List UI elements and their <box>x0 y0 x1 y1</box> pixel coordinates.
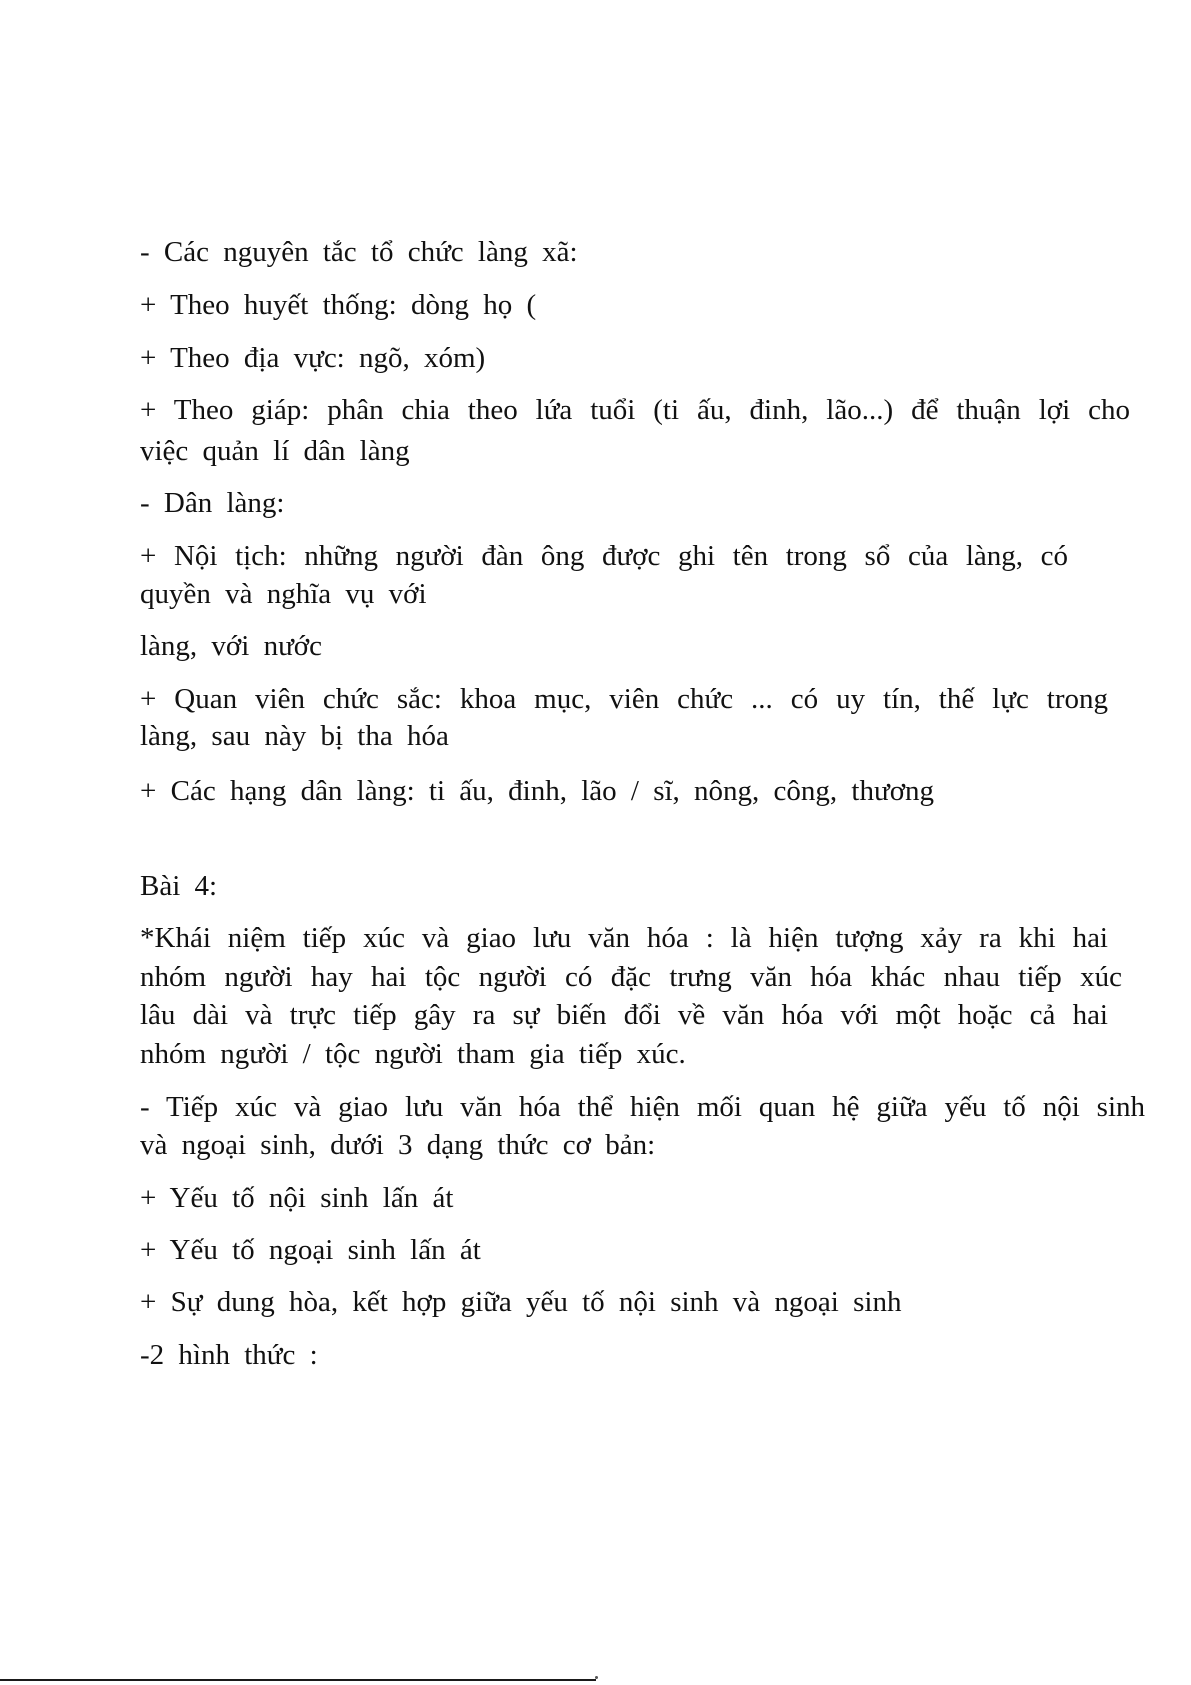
footnote-divider <box>0 1679 596 1681</box>
footnote-divider-end-dot <box>595 1676 598 1679</box>
text-line-territory: + Theo địa vực: ngõ, xóm) <box>140 342 486 374</box>
text-line-quan-vien: + Quan viên chức sắc: khoa mục, viên chức ... có uy tín, thế lực trong <box>140 683 1108 715</box>
text-line-ranks: + Các hạng dân làng: ti ấu, đinh, lão / sĩ, nông, công, thương <box>140 775 935 807</box>
text-line-quan-vien-cont: làng, sau này bị tha hóa <box>140 720 449 752</box>
text-line-internal: + Yếu tố nội sinh lấn át <box>140 1182 454 1214</box>
text-line-concept-1: *Khái niệm tiếp xúc và giao lưu văn hóa : là hiện tượng xảy ra khi hai <box>140 922 1108 954</box>
text-line-concept-4: nhóm người / tộc người tham gia tiếp xúc. <box>140 1038 686 1070</box>
text-line-principles-heading: - Các nguyên tắc tổ chức làng xã: <box>140 236 578 268</box>
text-line-giap-cont: việc quản lí dân làng <box>140 435 410 467</box>
text-line-concept-2: nhóm người hay hai tộc người có đặc trưng văn hóa khác nhau tiếp xúc <box>140 961 1122 993</box>
text-line-external: + Yếu tố ngoại sinh lấn át <box>140 1234 481 1266</box>
text-line-noi-tich-cont: quyền và nghĩa vụ với <box>140 578 427 610</box>
text-line-two-forms: -2 hình thức : <box>140 1339 318 1371</box>
lesson-heading: Bài 4: <box>140 870 218 902</box>
text-line-relation-1: - Tiếp xúc và giao lưu văn hóa thể hiện mối quan hệ giữa yếu tố nội sinh <box>140 1091 1145 1123</box>
text-line-villagers-heading: - Dân làng: <box>140 487 285 519</box>
text-line-bloodline: + Theo huyết thống: dòng họ ( <box>140 289 537 321</box>
text-line-giap: + Theo giáp: phân chia theo lứa tuổi (ti ấu, đinh, lão...) để thuận lợi cho <box>140 394 1130 426</box>
text-line-relation-2: và ngoại sinh, dưới 3 dạng thức cơ bản: <box>140 1129 656 1161</box>
text-line-noi-tich-cont2: làng, với nước <box>140 630 322 662</box>
text-line-concept-3: lâu dài và trực tiếp gây ra sự biến đổi về văn hóa với một hoặc cả hai <box>140 999 1108 1031</box>
text-line-noi-tich: + Nội tịch: những người đàn ông được ghi tên trong sổ của làng, có <box>140 540 1068 572</box>
text-line-harmony: + Sự dung hòa, kết hợp giữa yếu tố nội sinh và ngoại sinh <box>140 1286 902 1318</box>
